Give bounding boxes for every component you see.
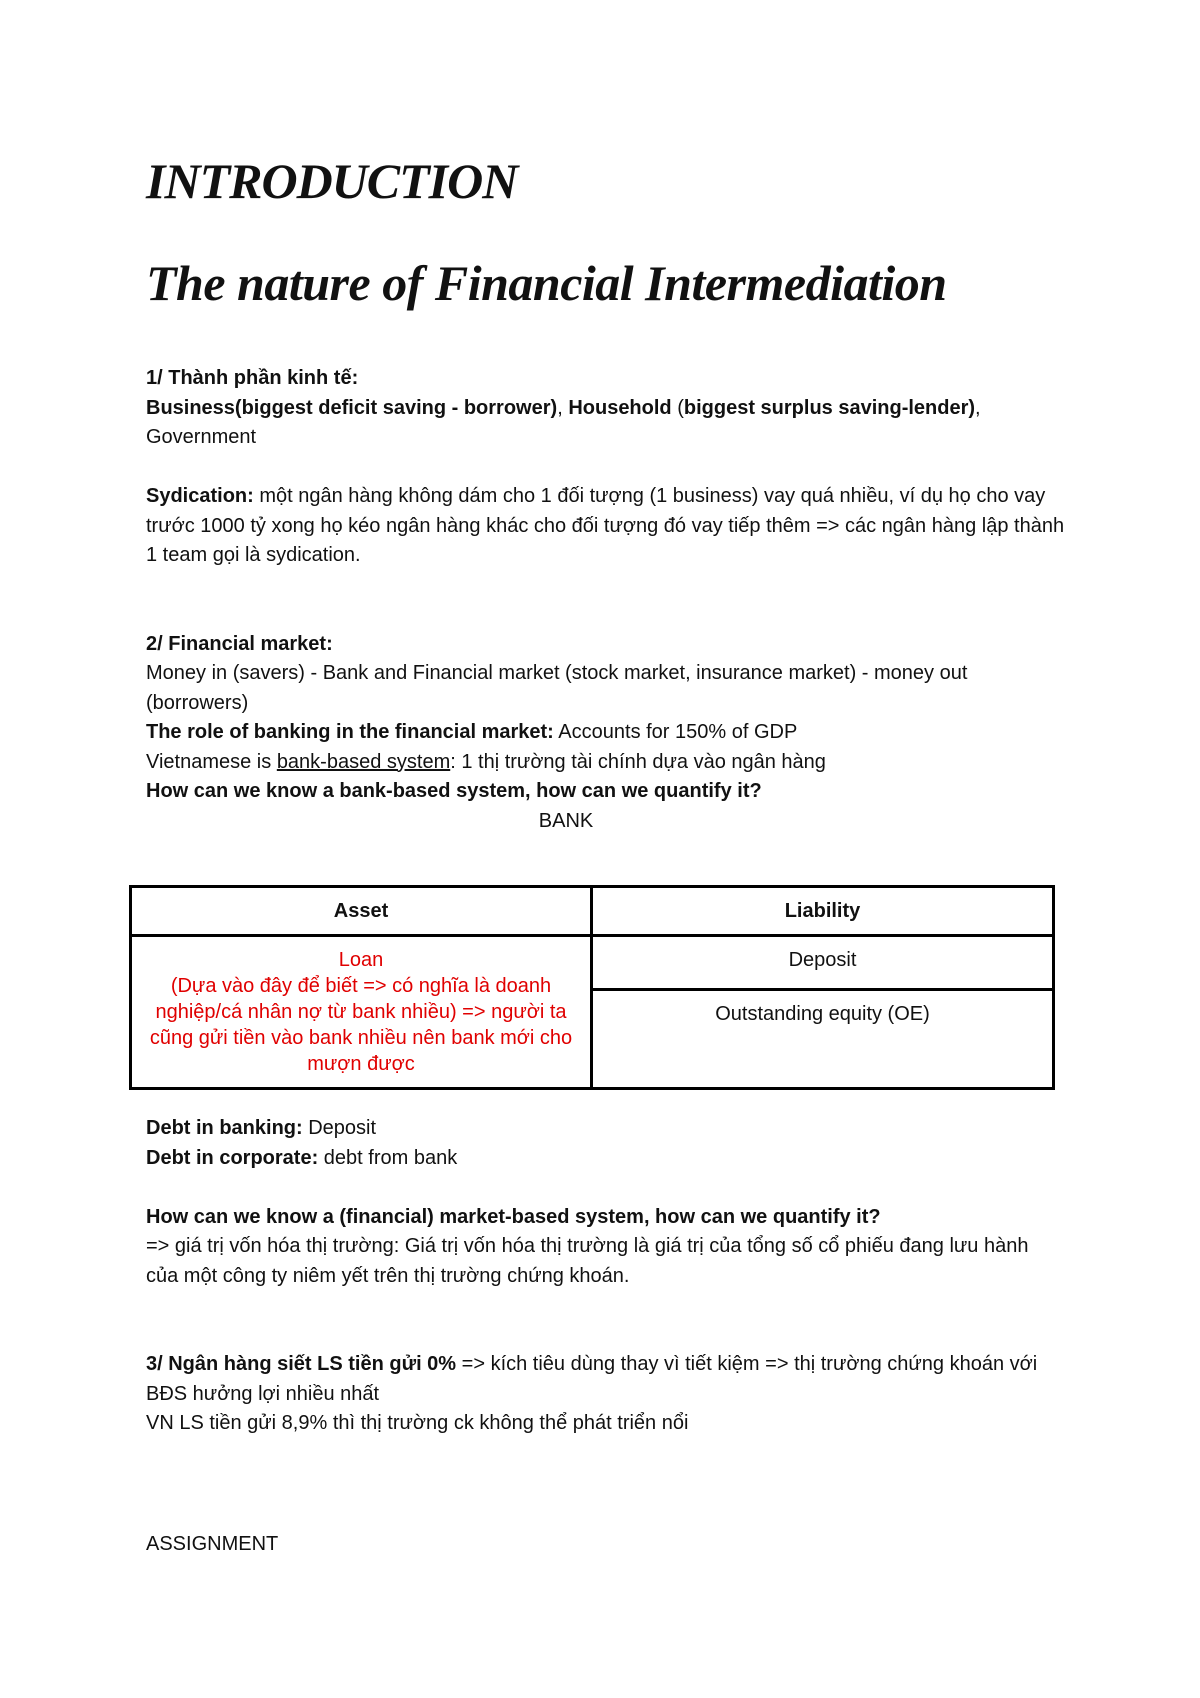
liability-outstanding-equity: Outstanding equity (OE) — [592, 990, 1054, 1089]
section-3-paragraph — [146, 1350, 1066, 1409]
debt-corporate-label: Debt in corporate: — [146, 1146, 319, 1169]
section-2-heading: 2/ Financial market: — [146, 632, 333, 655]
asset-loan: Loan — [338, 949, 384, 971]
section-1-heading: 1/ Thành phần kinh tế: — [146, 367, 359, 389]
table-header-row — [131, 887, 1054, 936]
spacer — [146, 453, 1066, 483]
sydication-label: Sydication: — [146, 485, 254, 507]
section-2 — [146, 630, 1066, 837]
asset-cell — [131, 936, 592, 1089]
debt-in-corporate — [146, 1144, 1066, 1174]
bank-based-system-underlined: bank-based system — [276, 750, 451, 773]
header-liability: Liability — [592, 887, 1054, 936]
spacer — [146, 571, 1066, 630]
vietnamese-system — [146, 748, 1066, 778]
debt-corporate-value: debt from bank — [318, 1146, 458, 1169]
separator-1: , — [557, 396, 569, 419]
section-3-heading: 3/ Ngân hàng siết LS tiền gửi 0% — [146, 1353, 457, 1375]
bank-label: BANK — [538, 809, 594, 832]
vn-prefix: Vietnamese is — [146, 750, 277, 773]
sydication-text: một ngân hàng không dám cho 1 đối tượng (1 business) vay quá nhiều, ví dụ họ cho vay trước 1000 tỷ xong họ kéo ngân hàng khác cho đối tượng đó vay tiếp thêm => các ngân hàng lập thành 1 team gọi là sydication. — [146, 485, 1065, 566]
spacer — [146, 1173, 1066, 1203]
separator-2: , — [975, 396, 981, 419]
debt-banking-label: Debt in banking: — [146, 1117, 303, 1139]
household-paren: ( — [671, 396, 684, 419]
market-based-answer: => giá trị vốn hóa thị trường: Giá trị vốn hóa thị trường là giá trị của tổng số cổ phiếu đang lưu hành của một công ty niêm yết trên thị trường chứng khoán. — [146, 1235, 1029, 1287]
table-row — [131, 936, 1054, 990]
spacer — [146, 1291, 1066, 1350]
household-detail: biggest surplus saving-lender) — [683, 396, 976, 419]
vn-suffix: : 1 thị trường tài chính dựa vào ngân hàng — [450, 750, 826, 773]
business-text: Business(biggest deficit saving - borrower) — [146, 396, 558, 419]
document-content — [146, 150, 1066, 836]
section-1 — [146, 364, 1066, 571]
role-text: Accounts for 150% of GDP — [553, 721, 798, 743]
role-of-banking — [146, 718, 1066, 748]
assignment-heading: ASSIGNMENT — [146, 1533, 279, 1555]
liability-deposit: Deposit — [592, 936, 1054, 990]
title-introduction: INTRODUCTION — [146, 153, 518, 209]
bank-balance-table — [129, 885, 1055, 1090]
money-flow-text: Money in (savers) - Bank and Financial market (stock market, insurance market) - money out (borrowers) — [146, 662, 968, 714]
header-asset: Asset — [131, 887, 592, 936]
asset-note: (Dựa vào đây để biết => có nghĩa là doanh nghiệp/cá nhân nợ từ bank nhiều) => người ta cũng gửi tiền vào bank nhiều nên bank mới cho mượn được — [149, 975, 573, 1075]
debt-banking-value: Deposit — [302, 1117, 377, 1139]
economic-components — [146, 394, 1066, 453]
debt-in-banking — [146, 1114, 1066, 1144]
government-text: Government — [146, 426, 257, 448]
section-3-line-2: VN LS tiền gửi 8,9% thì thị trường ck không thể phát triển nổi — [146, 1412, 689, 1434]
sydication-paragraph — [146, 482, 1066, 571]
bank-based-question: How can we know a bank-based system, how can we quantify it? — [146, 780, 762, 802]
household-text: Household — [568, 396, 672, 419]
section-3-text: => kích tiêu dùng thay vì tiết kiệm => thị trường chứng khoán với BĐS hưởng lợi nhiều nhất — [146, 1353, 1038, 1405]
title-nature-of-financial-intermediation: The nature of Financial Intermediation — [146, 255, 947, 311]
role-label: The role of banking in the financial market: — [146, 721, 554, 743]
after-table-content — [146, 1114, 1066, 1439]
market-based-question: How can we know a (financial) market-based system, how can we quantify it? — [146, 1205, 881, 1228]
